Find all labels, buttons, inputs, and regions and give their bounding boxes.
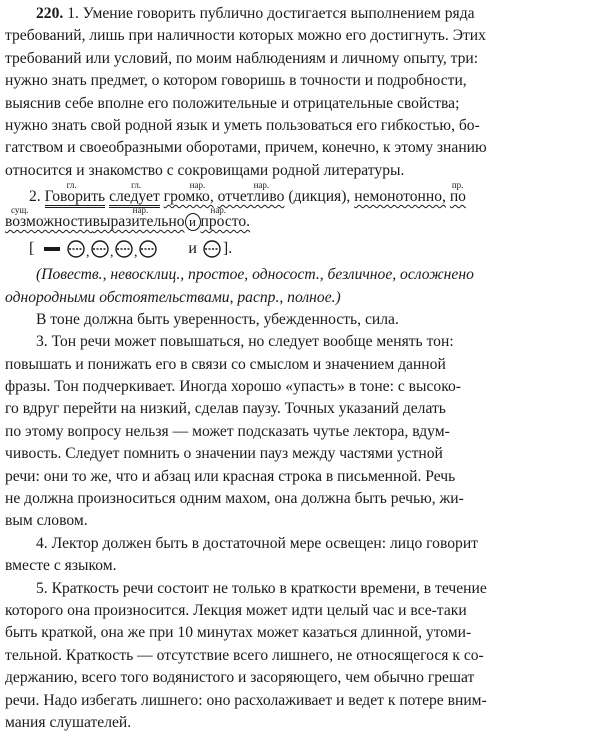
adverbial-mark xyxy=(92,241,108,257)
text-line: вым словом. xyxy=(5,512,88,530)
text-line: 5. Краткость речи состоит не только в краткости времени, в течение xyxy=(36,579,487,597)
analysis-line-1: 2. гл. Говорить гл. следует нар. громко, нар. отчетливо (дикция), немонотонно, пр. по xyxy=(5,186,589,211)
text-line: гатством и своеобразными оборотами, причем, конечно, к этому знанию xyxy=(5,139,487,157)
text-line: 4. Лектор должен быть в достаточной мере освещен: лицо говорит xyxy=(36,534,478,552)
text-line: речи: они то же, что и абзац или красная строка в письменной. Речь xyxy=(5,467,456,485)
text-line: по этому вопросу нельзя — может подсказать чутье лектора, вдум- xyxy=(5,422,450,440)
text-line: повышать и понижать его в связи со смыслом и значением данной xyxy=(5,355,446,373)
paragraph-2 xyxy=(5,180,589,331)
text-line: не должна произноситься одним махом, она должна быть речью, жи- xyxy=(5,490,464,508)
text-line: выяснив себе вполне его положительные и отрицательные свойства; xyxy=(5,94,460,112)
analysis-line-2 xyxy=(5,205,589,236)
text-line: тельной. Краткость — отсутствие всего лишнего, не относящегося к со- xyxy=(5,646,484,664)
text-line: 3. Тон речи может повышаться, но следует вообще менять тон: xyxy=(36,333,454,351)
adverbial-mark xyxy=(116,241,132,257)
text-line: В тоне должна быть уверенность, убежденность, сила. xyxy=(36,310,399,328)
sentence-description: однородными обстоятельствами, распр., полное.) xyxy=(5,288,341,306)
adverbial-word: нар. просто. xyxy=(200,205,251,231)
text-line: нужно знать свой родной язык и уметь пользоваться его гибкостью, бо- xyxy=(5,116,480,134)
text-line: го вдруг перейти на низкий, сделав паузу. Точных указаний делать xyxy=(5,400,446,418)
text-line: нужно знать предмет, о котором говоришь в точности и подробности, xyxy=(5,72,467,90)
text-line: требований или условий, по моим наблюдениям и личному опыту, три: xyxy=(5,49,479,67)
text-line: 220. 1. Умение говорить публично достигается выполнением ряда xyxy=(36,5,475,22)
paragraph-4 xyxy=(5,533,589,578)
sentence-description: (Повеств., невосклиц., простое, односост., безличное, осложнено xyxy=(36,266,474,284)
adverbial-mark xyxy=(204,241,220,257)
text-line: речи. Надо избегать лишнего: оно расхолаживает и ведет к потере вним- xyxy=(5,691,487,709)
text-line: мания слушателей. xyxy=(5,713,132,731)
text-line: требований, лишь при наличности которых можно его достигнуть. Этих xyxy=(5,27,486,45)
predicate-word: гл. следует xyxy=(109,188,160,208)
adverbial-mark xyxy=(140,241,156,257)
exercise-number: 220. xyxy=(36,5,64,22)
svg-text:,: , xyxy=(86,245,90,260)
adverbial-word: сущ. возможности xyxy=(5,205,93,231)
exercise-page xyxy=(5,3,589,734)
text-line: относится и знакомство с сокровищами родной литературы. xyxy=(5,161,405,179)
text-line: быть краткой, она же при 10 минутах может казаться длинной, утоми- xyxy=(5,624,472,642)
svg-text:,: , xyxy=(110,245,114,260)
predicate-word: гл. Говорить xyxy=(45,188,106,208)
sentence-scheme: [ , , , и ]. xyxy=(29,240,233,260)
scheme-diagram-end xyxy=(201,239,223,259)
conjunction-circle: и xyxy=(185,213,201,231)
text-line: фразы. Тон подчеркивает. Иногда хорошо «упасть» в тоне: с высоко- xyxy=(5,378,461,396)
paragraph-5 xyxy=(5,578,589,735)
scheme-diagram xyxy=(38,239,188,259)
predicate-mark xyxy=(44,247,60,251)
adverbial-word: немонотонно, xyxy=(354,188,446,206)
text-line: вместе с языком. xyxy=(5,557,117,575)
text-line: которого она произносится. Лекция может идти целый час и все-таки xyxy=(5,601,467,619)
text-line: чивость. Следует помнить о значении пауз между частями устной xyxy=(5,445,443,463)
paragraph-3 xyxy=(5,331,589,533)
adverbial-mark xyxy=(68,241,84,257)
adverbial-word: нар. громко, xyxy=(163,180,214,206)
paragraph-1 xyxy=(5,3,589,182)
text-line: держанию, всего того водянистого и засоряющего, чем обычно грешат xyxy=(5,669,475,687)
adverbial-word: нар. выразительно xyxy=(92,205,185,231)
adverbial-word: пр. по xyxy=(449,180,466,206)
svg-text:,: , xyxy=(134,245,138,260)
adverbial-word: нар. отчетливо xyxy=(217,180,285,206)
